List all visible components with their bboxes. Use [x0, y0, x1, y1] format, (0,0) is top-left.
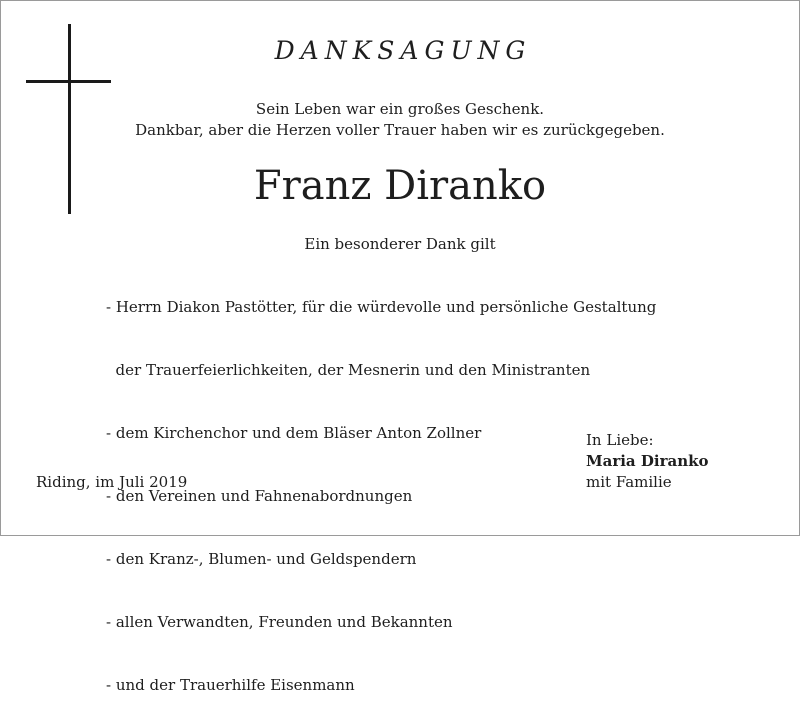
- signature-block: [586, 430, 709, 493]
- thanks-item: der Trauerfeierlichkeiten, der Mesnerin und den Ministranten: [106, 361, 591, 379]
- thanks-list: [106, 255, 656, 717]
- place-date: Riding, im Juli 2019: [36, 473, 188, 491]
- thanks-item: - Herrn Diakon Pastötter, für die würdevolle und persönliche Gestaltung: [106, 298, 657, 316]
- signature-greeting: In Liebe:: [586, 431, 654, 449]
- deceased-name: Franz Diranko: [253, 163, 547, 209]
- thanks-item: - allen Verwandten, Freunden und Bekannten: [106, 613, 453, 631]
- cross-horizontal-bar: [26, 80, 111, 83]
- intro-text: [0, 99, 800, 141]
- signature-family: mit Familie: [586, 473, 672, 491]
- notice-heading: DANKSAGUNG: [274, 36, 532, 65]
- thanks-item: - den Vereinen und Fahnenabordnungen: [106, 487, 413, 505]
- signature-name: Maria Diranko: [586, 452, 709, 470]
- thanks-item: - den Kranz-, Blumen- und Geldspendern: [106, 550, 417, 568]
- thanks-title: Ein besonderer Dank gilt: [304, 235, 496, 253]
- intro-line-1: Sein Leben war ein großes Geschenk.: [255, 100, 545, 118]
- thanks-item: - dem Kirchenchor und dem Bläser Anton Zollner: [106, 424, 482, 442]
- thanks-item: - und der Trauerhilfe Eisenmann: [106, 676, 355, 694]
- intro-line-2: Dankbar, aber die Herzen voller Trauer haben wir es zurückgegeben.: [135, 121, 665, 139]
